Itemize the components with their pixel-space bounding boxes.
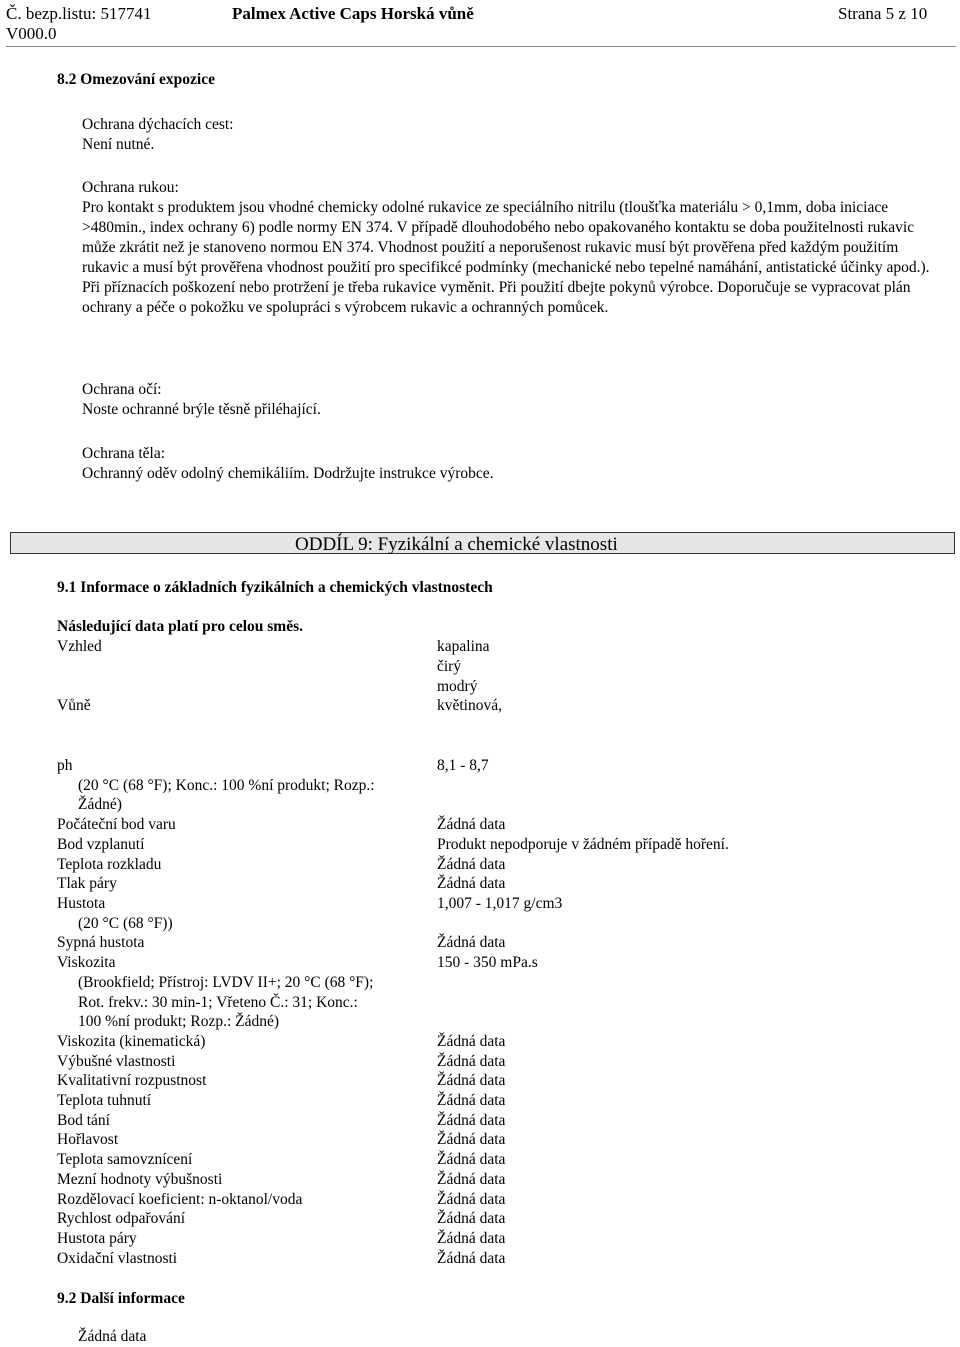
property-value: Žádná data <box>437 1131 506 1148</box>
property-value: Žádná data <box>437 1033 506 1050</box>
property-value: Žádná data <box>437 1092 506 1109</box>
respiratory-value: Není nutné. <box>82 136 155 153</box>
property-label: Teplota samovznícení <box>57 1151 193 1168</box>
appearance-value: modrý <box>437 678 478 695</box>
section-8-2-heading: 8.2 Omezování expozice <box>57 71 215 88</box>
viscosity-condition: Rot. frekv.: 30 min-1; Vřeteno Č.: 31; Konc.: <box>78 994 358 1011</box>
sheet-number: Č. bezp.listu: 517741 <box>6 4 152 23</box>
product-name: Palmex Active Caps Horská vůně <box>232 4 474 23</box>
respiratory-label: Ochrana dýchacích cest: <box>82 116 234 133</box>
viscosity-condition: 100 %ní produkt; Rozp.: Žádné) <box>78 1013 280 1030</box>
version: V000.0 <box>6 24 57 43</box>
property-value: Žádná data <box>437 875 506 892</box>
applies-note: Následující data platí pro celou směs. <box>57 618 303 635</box>
property-label: Teplota rozkladu <box>57 856 162 873</box>
property-value: Žádná data <box>437 934 506 951</box>
ph-value: 8,1 - 8,7 <box>437 757 489 774</box>
property-value: Žádná data <box>437 1053 506 1070</box>
property-label: Oxidační vlastnosti <box>57 1250 178 1267</box>
eye-value: Noste ochranné brýle těsně přiléhající. <box>82 401 321 418</box>
property-label: Teplota tuhnutí <box>57 1092 152 1109</box>
property-label: Počáteční bod varu <box>57 816 176 833</box>
property-label: Výbušné vlastnosti <box>57 1053 176 1070</box>
property-label: Sypná hustota <box>57 934 145 951</box>
hand-label: Ochrana rukou: <box>82 179 179 196</box>
page-number: Strana 5 z 10 <box>838 4 928 23</box>
odour-value: květinová, <box>437 697 502 714</box>
property-label: Rychlost odpařování <box>57 1210 186 1227</box>
eye-label: Ochrana očí: <box>82 381 162 398</box>
appearance-value: čirý <box>437 658 462 675</box>
ph-condition: (20 °C (68 °F); Konc.: 100 %ní produkt; Rozp.: <box>78 777 375 794</box>
section-9-2-value: Žádná data <box>78 1328 147 1345</box>
property-label: Tlak páry <box>57 875 117 892</box>
ph-condition: Žádné) <box>78 796 122 813</box>
property-label: Rozdělovací koeficient: n-oktanol/voda <box>57 1191 303 1208</box>
property-label: Bod vzplanutí <box>57 836 145 853</box>
header-divider <box>6 46 956 47</box>
hand-text: Pro kontakt s produktem jsou vhodné chemicky odolné rukavice ze speciálního nitrilu (tloušťka materiálu > 0,1mm, doba iniciace >480min., index ochrany 6) podle normy EN 374. V případě dlouhodobého nebo opakovaného kontaktu se doba použitelnosti rukavic může zkrátit než je stanoveno normou EN 374. Vhodnost použití a neporušenost rukavic musí být prověřena před každým použitím rukavic a musí být prověřena vhodnost použití pro specifikcé podmínky (mechanické nebo tepelné namáhání, antistatické účinky apod.). Při příznacích poškození nebo protržení je třeba rukavice vyměnit. Při použití dbejte pokynů výrobce. Doporučuje se vypracovat plán ochrany a péče o pokožku ve spolupráci s výrobcem rukavic a ochranných pomůcek. <box>82 199 930 316</box>
body-label: Ochrana těla: <box>82 445 166 462</box>
property-label: Viskozita <box>57 954 116 971</box>
odour-label: Vůně <box>57 697 91 714</box>
property-value: Žádná data <box>437 856 506 873</box>
property-label: Kvalitativní rozpustnost <box>57 1072 207 1089</box>
section-9-1-heading: 9.1 Informace o základních fyzikálních a chemických vlastnostech <box>57 579 493 596</box>
property-value: 150 - 350 mPa.s <box>437 954 538 971</box>
property-value: Žádná data <box>437 816 506 833</box>
property-value: Žádná data <box>437 1230 506 1247</box>
section-9-title: ODDÍL 9: Fyzikální a chemické vlastnosti <box>295 534 618 555</box>
body-value: Ochranný oděv odolný chemikáliím. Dodržujte instrukce výrobce. <box>82 465 494 482</box>
property-label: Hořlavost <box>57 1131 119 1148</box>
property-value: Produkt nepodporuje v žádném případě hoření. <box>437 836 729 853</box>
property-value: Žádná data <box>437 1250 506 1267</box>
property-value: Žádná data <box>437 1191 506 1208</box>
density-condition: (20 °C (68 °F)) <box>78 915 173 932</box>
property-value: Žádná data <box>437 1210 506 1227</box>
property-value: 1,007 - 1,017 g/cm3 <box>437 895 563 912</box>
property-label: Mezní hodnoty výbušnosti <box>57 1171 223 1188</box>
property-label: Hustota <box>57 895 106 912</box>
property-label: Viskozita (kinematická) <box>57 1033 206 1050</box>
section-9-2-heading: 9.2 Další informace <box>57 1290 185 1307</box>
property-label: Hustota páry <box>57 1230 137 1247</box>
appearance-value: kapalina <box>437 638 490 655</box>
property-value: Žádná data <box>437 1072 506 1089</box>
property-value: Žádná data <box>437 1151 506 1168</box>
property-value: Žádná data <box>437 1112 506 1129</box>
property-label: Bod tání <box>57 1112 110 1129</box>
property-value: Žádná data <box>437 1171 506 1188</box>
viscosity-condition: (Brookfield; Přístroj: LVDV II+; 20 °C (68 °F); <box>78 974 374 991</box>
ph-label: ph <box>57 757 73 774</box>
appearance-label: Vzhled <box>57 638 102 655</box>
